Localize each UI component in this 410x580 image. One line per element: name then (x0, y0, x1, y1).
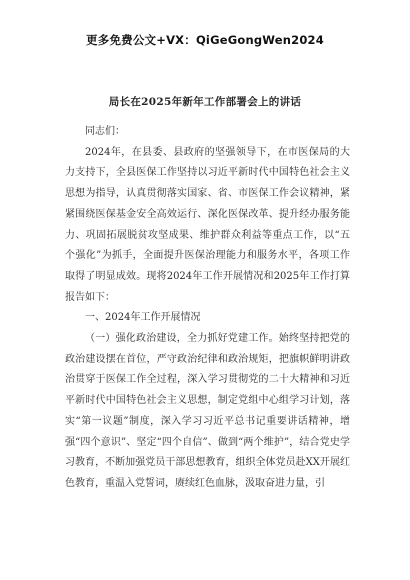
watermark-header: 更多免费公文+VX：QiGeGongWen2024 (86, 33, 324, 47)
intro-paragraph: 2024年，在县委、县政府的坚强领导下，在市医保局的大力支持下，全县医保工作坚持以习近平新时代中国特色社会主义思想为指导，认真贯彻落实国家、省、市医保工作会议精神，紧紧围绕医保基金安全高效运行、深化医保改革、提升经办服务能力、巩固拓展脱贫攻坚成果、维护群众利益等重点工作，以“五个强化”为抓手，全面提升医保治理能力和服务水平，各项工作取得了明显成效。现将2024年工作开展情况和2025年工作打算报告如下： (65, 146, 350, 303)
section-paragraph: （一）强化政治建设，全力抓好党建工作。始终坚持把党的政治建设摆在首位，严守政治纪律和政治规矩，把旗帜鲜明讲政治贯穿于医保工作全过程，深入学习贯彻党的二十大精神和习近平新时代中国特色社会主义思想，制定党组中心组学习计划，落实“第一议题”制度，深入学习习近平总书记重要讲话精神，增强“四个意识”、坚定“四个自信”、做到“两个维护”，结合党史学习教育，不断加强党员干部思想教育，组织全体党员赴XX开展红色教育，重温入党誓词，赓续红色血脉，汲取奋进力量，引 (65, 333, 350, 489)
salutation: 同志们： (85, 126, 125, 137)
document-title: 局长在2025年新年工作部署会上的讲话 (108, 96, 302, 108)
section-heading: 一、2024年工作开展情况 (85, 312, 201, 324)
document-body (65, 120, 350, 495)
